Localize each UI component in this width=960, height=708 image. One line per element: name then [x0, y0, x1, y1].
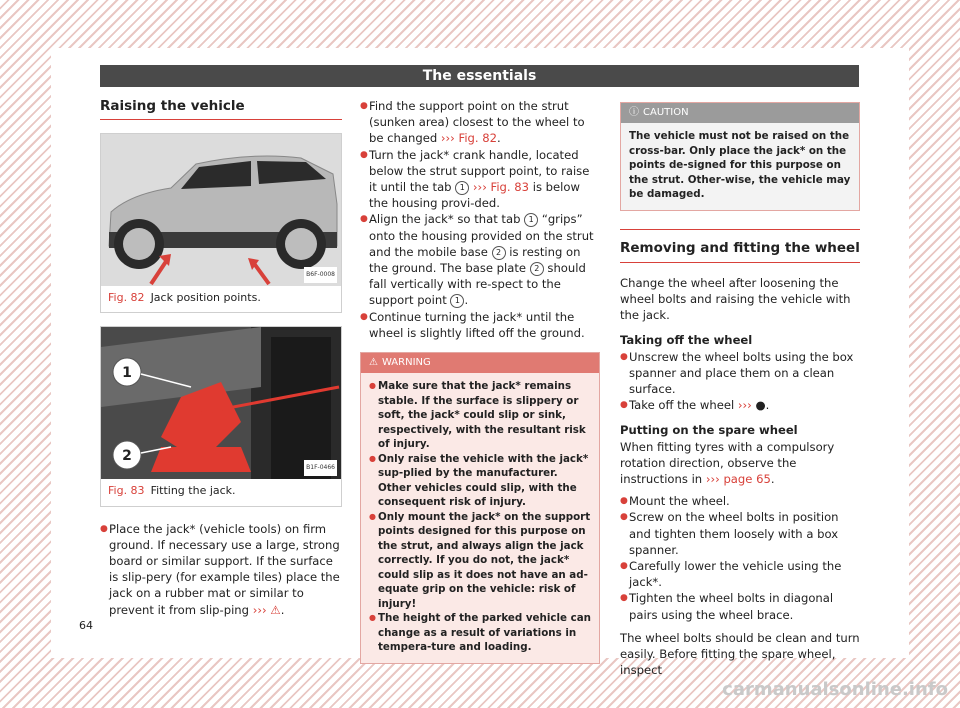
subheading-spare: Putting on the spare wheel [620, 423, 798, 438]
intro-text: Change the wheel after loosening the wheel bolts and raising the vehicle with the jack. [620, 275, 851, 323]
car-side-image [101, 134, 341, 286]
bullet-align-jack: ● Align the jack* so that tab 1 “grips” onto the housing provided on the strut and the mobile base 2 is resting on the ground. The base plate 2 should fall vertically with re-spect to the support point 1 . [360, 211, 600, 308]
warning-item: ● The height of the parked vehicle can change as a result of variations in tempera-ture and loading. [369, 611, 591, 655]
figure-label: Fig. 82 [108, 291, 145, 305]
caution-body: The vehicle must not be raised on the cross-bar. Only place the jack* on the points de-signed for this purpose on the strut. Other-wise, the vehicle may be damaged. [621, 123, 859, 210]
tab-number-1: 1 [524, 213, 538, 227]
bullet-take-off: ● Take off the wheel ››› ●. [620, 397, 860, 413]
subheading-taking-off: Taking off the wheel [620, 333, 753, 348]
bullet-turn-crank: ● Turn the jack* crank handle, located below the strut support point, to raise it until the tab 1 ››› Fig. 83 is below the housing provi-ded. [360, 147, 600, 212]
warning-icon: ⚠ [270, 602, 281, 617]
section-title-raising: Raising the vehicle [100, 98, 342, 120]
section-title-wheel: Removing and fitting the wheel [620, 229, 860, 263]
figure-code: B6F-0008 [304, 267, 337, 283]
bullet-lower: ● Carefully lower the vehicle using the jack*. [620, 558, 860, 590]
warning-body [361, 373, 599, 663]
link-fig-83[interactable]: ››› Fig. 83 [472, 180, 530, 195]
warning-box [360, 352, 600, 664]
callout-2: 2 [122, 448, 132, 465]
figure-caption [101, 479, 341, 505]
caution-icon: ⓘ [629, 107, 639, 118]
bullet-find-support: ● Find the support point on the strut (sunken area) closest to the wheel to be changed ››› Fig. 82. [360, 98, 600, 147]
figure-caption [101, 286, 341, 312]
column-middle [360, 98, 600, 664]
caution-box [620, 102, 860, 211]
caution-header: ⓘ CAUTION [621, 103, 859, 123]
caption-text: Fitting the jack. [150, 484, 236, 498]
column-right [620, 98, 860, 678]
caption-text: Jack position points. [150, 291, 261, 305]
warning-icon: ⚠ [369, 357, 378, 369]
info-icon: ● [755, 398, 766, 413]
ref-arrow[interactable]: ››› [737, 398, 752, 413]
tab-number-2: 2 [530, 262, 544, 276]
figure-label: Fig. 83 [108, 484, 145, 498]
figure-83 [100, 326, 342, 506]
bullet-continue: ● Continue turning the jack* until the wheel is slightly lifted off the ground. [360, 309, 600, 341]
warning-header: ⚠ WARNING [361, 353, 599, 373]
warning-item: ● Make sure that the jack* remains stable. If the surface is slippery or soft, the jack* could slip or sink, respectively, with the resultant risk of injury. [369, 379, 591, 452]
final-text: The wheel bolts should be clean and turn easily. Before fitting the spare wheel, inspect [620, 630, 860, 678]
bullet-place-jack: ● Place the jack* (vehicle tools) on firm ground. If necessary use a large, strong board or similar support. If the surface is slip-pery (for example tiles) place the jack on a rubber mat or similar to prevent it from slip-ping ››› ⚠. [100, 521, 342, 618]
watermark: carmanualsonline.info [722, 679, 948, 700]
tab-number-1: 1 [455, 181, 469, 195]
tab-number-2: 2 [492, 246, 506, 260]
jack-image [101, 327, 341, 479]
column-left [100, 98, 342, 618]
bullet-mount: ● Mount the wheel. [620, 493, 860, 509]
bullet-tighten: ● Tighten the wheel bolts in diagonal pairs using the wheel brace. [620, 590, 860, 622]
page-number: 64 [79, 619, 93, 632]
rotation-text: When fitting tyres with a compulsory rotation direction, observe the instructions in ››› page 65. [620, 439, 835, 486]
figure-code: B1F-0466 [304, 460, 337, 476]
tab-number-1: 1 [450, 294, 464, 308]
bullet-screw: ● Screw on the wheel bolts in position and tighten them loosely with a box spanner. [620, 509, 860, 558]
link-page-65[interactable]: ››› page 65 [705, 471, 771, 486]
link-fig-82[interactable]: ››› Fig. 82 [440, 131, 498, 146]
callout-1: 1 [122, 365, 132, 382]
warning-item: ● Only raise the vehicle with the jack* sup-plied by the manufacturer. Other vehicles could slip, with the consequent risk of injury. [369, 452, 591, 510]
bullet-unscrew: ● Unscrew the wheel bolts using the box spanner and place them on a clean surface. [620, 349, 860, 398]
figure-82 [100, 133, 342, 313]
warning-item: ● Only mount the jack* on the support points designed for this purpose on the strut, and always align the jack correctly. If you do not, the jack* could slip as it does not have an ad-equate grip on the vehicle: risk of injury! [369, 510, 591, 612]
ref-arrow[interactable]: ››› [252, 602, 267, 617]
page-header: The essentials [100, 65, 859, 87]
